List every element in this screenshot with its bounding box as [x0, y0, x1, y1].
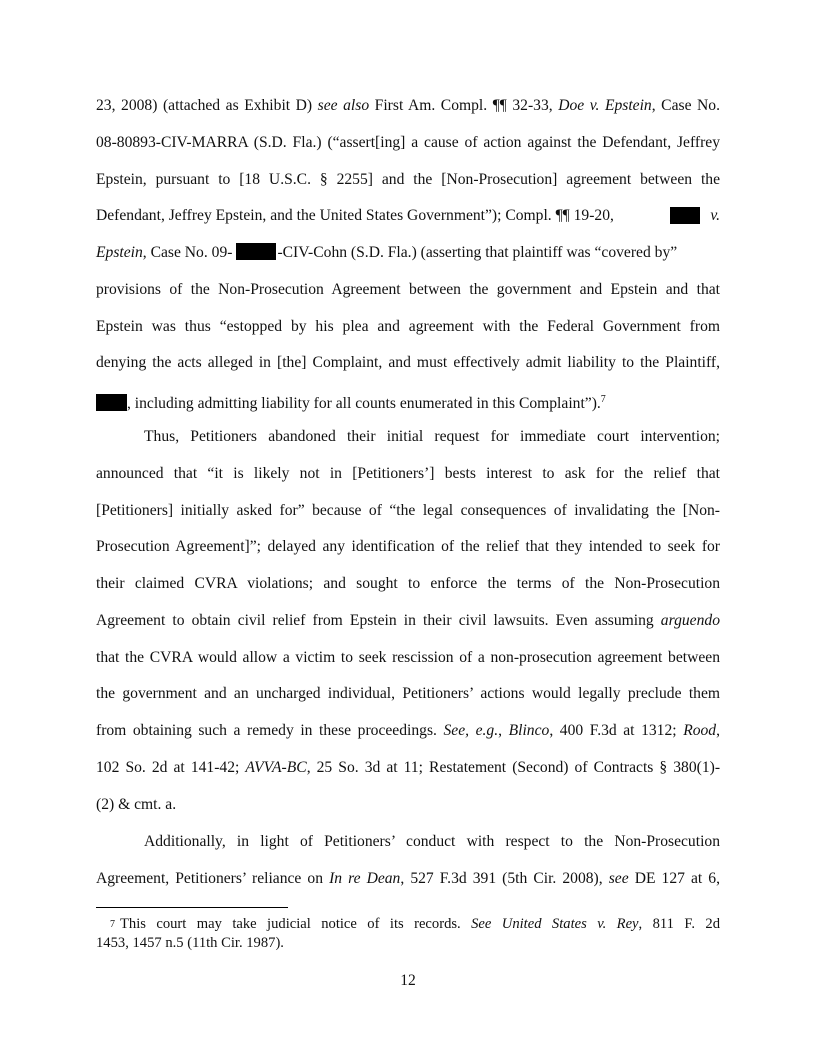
body-line: announced that “it is likely not in [Petitioners’] bests interest to ask for the relief that — [96, 465, 720, 482]
body-line: Thus, Petitioners abandoned their initial request for immediate court intervention; — [144, 428, 720, 445]
body-line: that the CVRA would allow a victim to seek rescission of a non-prosecution agreement between — [96, 649, 720, 666]
redaction-box — [96, 394, 127, 411]
body-line: their claimed CVRA violations; and sought to enforce the terms of the Non-Prosecution — [96, 575, 720, 592]
footnote-number: 7 — [110, 919, 115, 930]
footnote-line: 1453, 1457 n.5 (11th Cir. 1987). — [96, 935, 284, 951]
body-line: Epstein was thus “estopped by his plea and agreement with the Federal Government from — [96, 318, 720, 335]
redaction-box — [670, 207, 700, 224]
body-line: provisions of the Non-Prosecution Agreement between the government and Epstein and that — [96, 281, 720, 298]
body-line: the government and an uncharged individual, Petitioners’ actions would legally preclude them — [96, 685, 720, 702]
footnote-line: 7 This court may take judicial notice of its records. See United States v. Rey, 811 F. 2d — [110, 916, 720, 932]
footnote-separator — [96, 907, 288, 908]
body-line: (2) & cmt. a. — [96, 796, 177, 813]
body-line: , including admitting liability for all counts enumerated in this Complaint”).$^7$ — [96, 390, 720, 414]
body-line: from obtaining such a remedy in these proceedings. See, e.g., Blinco, 400 F.3d at 1312; Rood, — [96, 722, 721, 739]
footnote-ref: 7 — [600, 394, 606, 405]
body-line: Prosecution Agreement]”; delayed any identification of the relief that they intended to seek for — [96, 538, 720, 555]
body-line: Additionally, in light of Petitioners’ conduct with respect to the Non-Prosecution — [144, 833, 720, 850]
body-line: Agreement to obtain civil relief from Epstein in their civil lawsuits. Even assuming arguendo — [96, 612, 720, 629]
redaction-box — [236, 243, 276, 260]
body-line: [Petitioners] initially asked for” because of “the legal consequences of invalidating the [Non- — [96, 502, 720, 519]
body-line: Agreement, Petitioners’ reliance on In re Dean, 527 F.3d 391 (5th Cir. 2008), see DE 127 at 6, — [96, 870, 720, 887]
body-line: 08-80893-CIV-MARRA (S.D. Fla.) (“assert[ing] a cause of action against the Defendant, Jeffrey — [96, 134, 720, 151]
page-number: 12 — [400, 972, 416, 989]
body-line: 23, 2008) (attached as Exhibit D) see also First Am. Compl. ¶¶ 32-33, Doe v. Epstein, Case No. — [96, 97, 720, 114]
body-line: denying the acts alleged in [the] Complaint, and must effectively admit liability to the Plaintiff, — [96, 354, 720, 371]
body-line: Epstein, pursuant to [18 U.S.C. § 2255] and the [Non-Prosecution] agreement between the — [96, 171, 720, 188]
body-line: 102 So. 2d at 141-42; AVVA-BC, 25 So. 3d at 11; Restatement (Second) of Contracts § 380(1)- — [96, 759, 721, 776]
body-line: Epstein, Case No. 09- -CIV-Cohn (S.D. Fla.) (asserting that plaintiff was “covered by” — [96, 244, 678, 261]
body-line: Defendant, Jeffrey Epstein, and the United States Government”); Compl. ¶¶ 19-20, v. — [96, 207, 720, 224]
